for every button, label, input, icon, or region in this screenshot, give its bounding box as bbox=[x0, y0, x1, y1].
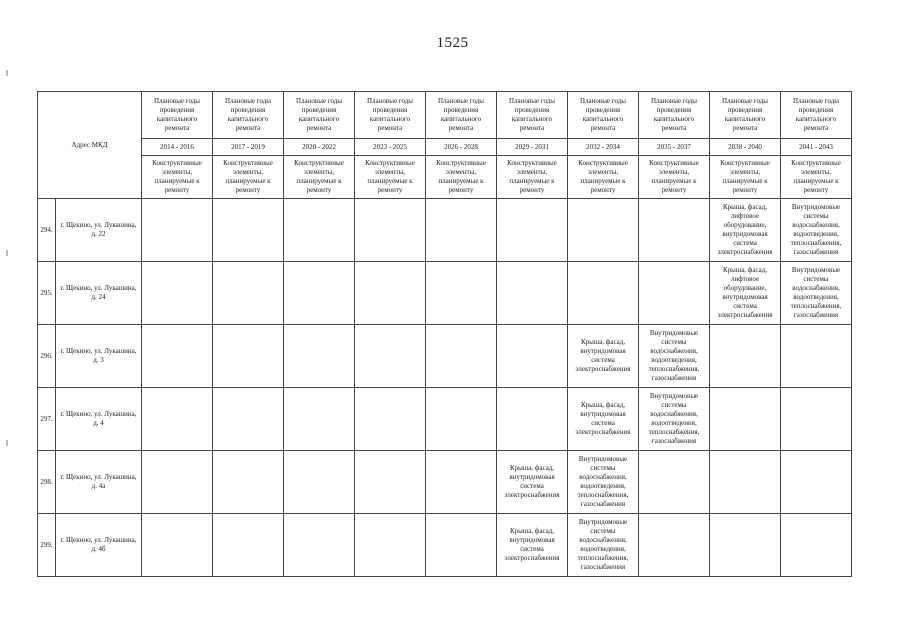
planned-works-cell: Внутридомовые системы водоснабжения, водоотведения, теплоснабжения, газоснабжения bbox=[639, 388, 710, 451]
period-header-cell: Плановые годы проведения капитального ремонта bbox=[355, 92, 426, 139]
period-range-cell: 2035 - 2037 bbox=[639, 139, 710, 156]
table-row bbox=[38, 325, 852, 388]
planned-works-cell bbox=[142, 388, 213, 451]
planned-works-cell: Внутридомовые системы водоснабжения, водоотведения, теплоснабжения, газоснабжения bbox=[568, 451, 639, 514]
planned-works-cell bbox=[426, 514, 497, 577]
planned-works-cell bbox=[426, 325, 497, 388]
margin-mark bbox=[6, 70, 8, 76]
period-range-cell: 2032 - 2034 bbox=[568, 139, 639, 156]
planned-works-cell bbox=[781, 388, 852, 451]
planned-works-cell bbox=[426, 262, 497, 325]
margin-mark bbox=[6, 250, 8, 256]
row-number: 298. bbox=[38, 451, 56, 514]
elements-header-cell: Конструктивные элементы, планируемые к ремонту bbox=[426, 156, 497, 199]
planned-works-cell bbox=[355, 262, 426, 325]
planned-works-cell bbox=[497, 199, 568, 262]
planned-works-cell bbox=[355, 388, 426, 451]
planned-works-cell bbox=[142, 451, 213, 514]
planned-works-cell bbox=[710, 325, 781, 388]
planned-works-cell bbox=[497, 262, 568, 325]
elements-header-cell: Конструктивные элементы, планируемые к ремонту bbox=[284, 156, 355, 199]
planned-works-cell bbox=[142, 262, 213, 325]
page-number: 1525 bbox=[436, 35, 469, 51]
address-header-label: Адрес МКД bbox=[71, 140, 108, 149]
period-range-cell: 2017 - 2019 bbox=[213, 139, 284, 156]
planned-works-cell bbox=[426, 451, 497, 514]
period-range-cell: 2029 - 2031 bbox=[497, 139, 568, 156]
table-row bbox=[38, 514, 852, 577]
planned-works-cell: Крыша, фасад, лифтовое оборудование, внутридомовая система электроснабжения bbox=[710, 262, 781, 325]
planned-works-cell: Крыша, фасад, внутридомовая система электроснабжения bbox=[568, 388, 639, 451]
header-row-ranges bbox=[38, 139, 852, 156]
planned-works-cell bbox=[710, 388, 781, 451]
address-header bbox=[38, 92, 142, 199]
period-header-cell: Плановые годы проведения капитального ремонта bbox=[710, 92, 781, 139]
planned-works-cell bbox=[568, 199, 639, 262]
planned-works-cell bbox=[213, 325, 284, 388]
planned-works-cell bbox=[284, 388, 355, 451]
period-header-cell: Плановые годы проведения капитального ремонта bbox=[781, 92, 852, 139]
elements-header-cell: Конструктивные элементы, планируемые к ремонту bbox=[355, 156, 426, 199]
planned-works-cell bbox=[710, 451, 781, 514]
row-number: 296. bbox=[38, 325, 56, 388]
planned-works-cell bbox=[142, 199, 213, 262]
table-row bbox=[38, 451, 852, 514]
elements-header-cell: Конструктивные элементы, планируемые к ремонту bbox=[142, 156, 213, 199]
planned-works-cell bbox=[284, 262, 355, 325]
planned-works-cell bbox=[142, 325, 213, 388]
row-address: г. Щекино, ул. Лукашина, д. 24 bbox=[56, 262, 142, 325]
planned-works-cell bbox=[497, 325, 568, 388]
elements-header-cell: Конструктивные элементы, планируемые к ремонту bbox=[639, 156, 710, 199]
planned-works-cell bbox=[426, 388, 497, 451]
capital-repair-table bbox=[37, 91, 852, 577]
period-range-cell: 2020 - 2022 bbox=[284, 139, 355, 156]
margin-mark bbox=[6, 440, 8, 446]
period-header-cell: Плановые годы проведения капитального ремонта bbox=[639, 92, 710, 139]
planned-works-cell bbox=[497, 388, 568, 451]
table-row bbox=[38, 262, 852, 325]
period-header-cell: Плановые годы проведения капитального ремонта bbox=[568, 92, 639, 139]
elements-header-cell: Конструктивные элементы, планируемые к ремонту bbox=[213, 156, 284, 199]
planned-works-cell bbox=[284, 199, 355, 262]
planned-works-cell bbox=[639, 451, 710, 514]
period-header-cell: Плановые годы проведения капитального ремонта bbox=[497, 92, 568, 139]
planned-works-cell bbox=[355, 199, 426, 262]
planned-works-cell bbox=[284, 325, 355, 388]
planned-works-cell bbox=[426, 199, 497, 262]
period-range-cell: 2014 - 2016 bbox=[142, 139, 213, 156]
planned-works-cell bbox=[284, 451, 355, 514]
planned-works-cell bbox=[781, 325, 852, 388]
planned-works-cell bbox=[213, 451, 284, 514]
header-row-elements bbox=[38, 156, 852, 199]
row-address: г. Щекино, ул. Лукашина, д. 4 bbox=[56, 388, 142, 451]
period-range-cell: 2041 - 2043 bbox=[781, 139, 852, 156]
row-number: 295. bbox=[38, 262, 56, 325]
planned-works-cell bbox=[781, 514, 852, 577]
planned-works-cell bbox=[639, 199, 710, 262]
row-number: 299. bbox=[38, 514, 56, 577]
planned-works-cell: Крыша, фасад, внутридомовая система электроснабжения bbox=[497, 514, 568, 577]
planned-works-cell bbox=[568, 262, 639, 325]
planned-works-cell bbox=[213, 199, 284, 262]
planned-works-cell: Крыша, фасад, внутридомовая система электроснабжения bbox=[568, 325, 639, 388]
elements-header-cell: Конструктивные элементы, планируемые к ремонту bbox=[497, 156, 568, 199]
row-address: г. Щекино, ул. Лукашина, д. 22 bbox=[56, 199, 142, 262]
planned-works-cell bbox=[355, 325, 426, 388]
planned-works-cell: Внутридомовые системы водоснабжения, водоотведения, теплоснабжения, газоснабжения bbox=[781, 262, 852, 325]
elements-header-cell: Конструктивные элементы, планируемые к ремонту bbox=[781, 156, 852, 199]
planned-works-cell bbox=[639, 262, 710, 325]
period-header-cell: Плановые годы проведения капитального ремонта bbox=[426, 92, 497, 139]
planned-works-cell: Крыша, фасад, лифтовое оборудование, внутридомовая система электроснабжения bbox=[710, 199, 781, 262]
row-number: 297. bbox=[38, 388, 56, 451]
row-address: г. Щекино, ул. Лукашина, д. 4б bbox=[56, 514, 142, 577]
period-header-cell: Плановые годы проведения капитального ремонта bbox=[284, 92, 355, 139]
table-row bbox=[38, 199, 852, 262]
planned-works-cell bbox=[284, 514, 355, 577]
row-address: г. Щекино, ул. Лукашина, д. 3 bbox=[56, 325, 142, 388]
period-range-cell: 2026 - 2028 bbox=[426, 139, 497, 156]
row-address: г. Щекино, ул. Лукашина, д. 4а bbox=[56, 451, 142, 514]
planned-works-cell bbox=[355, 514, 426, 577]
period-range-cell: 2023 - 2025 bbox=[355, 139, 426, 156]
row-number: 294. bbox=[38, 199, 56, 262]
table-row bbox=[38, 388, 852, 451]
planned-works-cell bbox=[213, 388, 284, 451]
planned-works-cell bbox=[142, 514, 213, 577]
elements-header-cell: Конструктивные элементы, планируемые к ремонту bbox=[710, 156, 781, 199]
planned-works-cell: Внутридомовые системы водоснабжения, водоотведения, теплоснабжения, газоснабжения bbox=[781, 199, 852, 262]
planned-works-cell bbox=[710, 514, 781, 577]
planned-works-cell: Крыша, фасад, внутридомовая система электроснабжения bbox=[497, 451, 568, 514]
elements-header-cell: Конструктивные элементы, планируемые к ремонту bbox=[568, 156, 639, 199]
planned-works-cell bbox=[213, 262, 284, 325]
planned-works-cell: Внутридомовые системы водоснабжения, водоотведения, теплоснабжения, газоснабжения bbox=[639, 325, 710, 388]
planned-works-cell bbox=[213, 514, 284, 577]
period-header-cell: Плановые годы проведения капитального ремонта bbox=[142, 92, 213, 139]
planned-works-cell bbox=[639, 514, 710, 577]
planned-works-cell bbox=[355, 451, 426, 514]
period-header-cell: Плановые годы проведения капитального ремонта bbox=[213, 92, 284, 139]
planned-works-cell bbox=[781, 451, 852, 514]
header-row-periods bbox=[38, 92, 852, 139]
planned-works-cell: Внутридомовые системы водоснабжения, водоотведения, теплоснабжения, газоснабжения bbox=[568, 514, 639, 577]
period-range-cell: 2038 - 2040 bbox=[710, 139, 781, 156]
